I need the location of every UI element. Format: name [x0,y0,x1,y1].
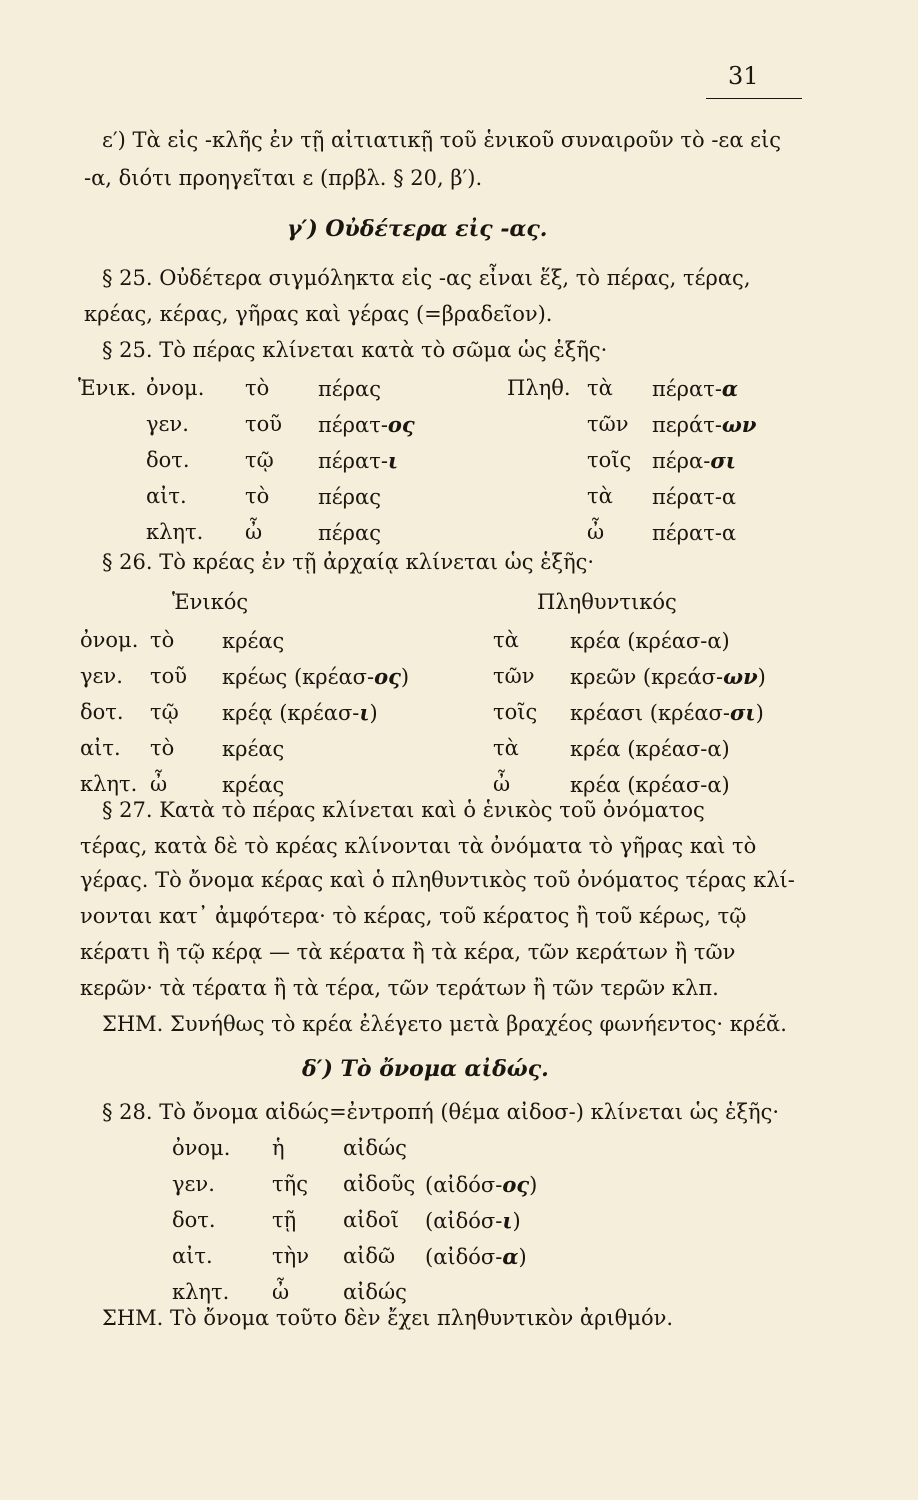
kreas-plural-form [570,736,730,761]
kreas-plural-article: ὦ [493,772,511,796]
peras-plural-stem: περάτ- [652,413,722,437]
kreas-plural-word: κρεῶν (κρεάσ- [570,665,724,689]
aidos-stem-paren [425,1244,527,1269]
aidos-paren-close: ) [529,1173,538,1197]
kreas-plural-ending: ων [723,664,758,689]
aidos-stem-paren [425,1172,537,1197]
peras-singular-stem: πέρας [318,485,381,509]
kreas-plural-word: κρέα (κρέασ-α) [570,737,730,761]
aidos-paren-stem: (αἰδόσ- [425,1209,503,1233]
aidos-note: ΣΗΜ. Τὸ ὄνομα τοῦτο δὲν ἔχει πληθυντικὸν ἀριθμόν. [102,1306,674,1330]
kreas-plural-close: ) [757,665,766,689]
aidos-paren-ending: α [502,1244,519,1269]
aidos-form: αἰδοῖ [343,1208,399,1232]
peras-singular-form [318,412,415,437]
kreas-singular-article: τὸ [150,628,175,652]
kreas-singular-word: κρέᾳ [222,701,273,725]
aidos-article: τὴν [272,1244,309,1268]
kreas-singular-form [222,736,284,761]
aidos-article: ὦ [272,1280,290,1304]
kreas-plural-close: ) [755,701,764,725]
s28-line: § 28. Τὸ ὄνομα αἰδώς=ἐντροπή (θέμα αἰδοσ-) κλίνεται ὡς ἑξῆς· [102,1100,780,1124]
kreas-singular-word: κρέας [222,629,285,653]
aidos-paren-close: ) [512,1209,521,1233]
kreas-case-label: αἰτ. [80,736,121,760]
kreas-singular-form [222,664,409,689]
aidos-paren-ending: ι [502,1208,513,1233]
s25a-line-1: § 25. Οὐδέτερα σιγμόληκτα εἰς -ας εἶναι ἕξ, τὸ πέρας, τέρας, [102,266,751,290]
peras-singular-article: ὦ [245,520,263,544]
peras-singular-stem: πέρατ- [318,413,388,437]
peras-plural-label: Πληθ. [507,376,571,400]
peras-case-label: δοτ. [146,448,190,472]
peras-singular-ending: ος [387,412,415,437]
peras-singular-article: τὸ [245,484,270,508]
peras-singular-article: τῷ [245,448,274,472]
aidos-article: τῇ [272,1208,297,1232]
kreas-case-label: ὀνομ. [80,628,139,652]
kreas-singular-close: ) [400,665,410,689]
aidos-form: αἰδοῦς [343,1172,416,1196]
para-e-line-1: ε′) Τὰ εἰς -κλῆς ἐν τῇ αἰτιατικῇ τοῦ ἑνικοῦ συναιροῦν τὸ -εα εἰς [102,128,782,152]
s27-line-6: κερῶν· τὰ τέρατα ἢ τὰ τέρα, τῶν τεράτων ἢ τῶν τερῶν κλπ. [80,976,719,1000]
kreas-singular-form [222,628,284,653]
kreas-singular-article: τῷ [150,700,179,724]
peras-plural-stem: πέρατ-α [652,521,737,545]
kreas-singular-ending: ι [359,700,370,725]
aidos-case-label: αἰτ. [172,1244,213,1268]
kreas-plural-form [570,772,730,797]
kreas-plural-ending: σι [729,700,756,725]
s27-line-1: § 27. Κατὰ τὸ πέρας κλίνεται καὶ ὁ ἑνικὸς τοῦ ὀνόματος [102,798,705,822]
s27-line-5: κέρατι ἢ τῷ κέρᾳ — τὰ κέρατα ἢ τὰ κέρα, τῶν κεράτων ἢ τῶν [80,940,736,964]
s27-line-4: νονται κατ᾿ ἀμφότερα· τὸ κέρας, τοῦ κέρατος ἢ τοῦ κέρως, τῷ [80,904,747,928]
kreas-plural-header: Πληθυντικός [537,590,677,614]
kreas-singular-word: κρέως [222,665,288,689]
peras-plural-form [652,484,736,509]
aidos-case-label: κλητ. [172,1280,230,1304]
kreas-plural-form [570,664,766,689]
peras-plural-article: τῶν [587,412,629,436]
aidos-case-label: ὀνομ. [172,1136,231,1160]
kreas-case-label: κλητ. [80,772,138,796]
peras-singular-stem: πέρατ- [318,449,388,473]
aidos-paren-stem: (αἰδόσ- [425,1173,503,1197]
peras-plural-article: ὦ [587,520,605,544]
peras-case-label: ὀνομ. [146,376,205,400]
kreas-singular-form [222,700,378,725]
kreas-plural-form [570,700,764,725]
peras-singular-form [318,484,381,509]
kreas-singular-close: ) [369,701,378,725]
peras-singular-stem: πέρας [318,521,381,545]
kreas-singular-form [222,772,284,797]
aidos-form: αἰδώς [343,1136,407,1160]
aidos-article: ἡ [272,1136,285,1160]
peras-case-label: αἰτ. [146,484,187,508]
aidos-paren-close: ) [518,1245,527,1269]
aidos-form: αἰδώς [343,1280,407,1304]
peras-singular-label: Ἑνικ. [78,376,137,400]
peras-plural-article: τοῖς [587,448,632,472]
peras-plural-form [652,448,736,473]
s27-line-2: τέρας, κατὰ δὲ τὸ κρέας κλίνονται τὰ ὀνόματα τὸ γῆρας καὶ τὸ [80,834,757,858]
peras-plural-stem: πέρατ- [652,377,722,401]
aidos-form: αἰδῶ [343,1244,396,1268]
kreas-plural-article: τὰ [493,736,519,760]
s26-line: § 26. Τὸ κρέας ἐν τῇ ἀρχαίᾳ κλίνεται ὡς ἑξῆς· [102,550,595,574]
kreas-plural-form [570,628,730,653]
peras-plural-article: τὰ [587,376,613,400]
peras-plural-form [652,376,738,401]
peras-singular-article: τοῦ [245,412,283,436]
aidos-stem-paren [425,1208,521,1233]
aidos-case-label: γεν. [172,1172,215,1196]
peras-plural-ending: α [721,376,739,401]
peras-plural-ending: ων [721,412,757,437]
kreas-singular-paren: (κρέασ- [279,701,360,725]
kreas-plural-word: κρέασι (κρέασ- [570,701,730,725]
peras-plural-form [652,520,736,545]
kreas-case-label: δοτ. [80,700,124,724]
peras-plural-stem: πέρατ-α [652,485,737,509]
heading-aidos: δ′) Τὸ ὄνομα αἰδώς. [302,1056,549,1082]
kreas-plural-article: τοῖς [493,700,538,724]
kreas-plural-word: κρέα (κρέασ-α) [570,773,730,797]
peras-singular-form [318,448,398,473]
s27-line-3: γέρας. Τὸ ὄνομα κέρας καὶ ὁ πληθυντικὸς τοῦ ὀνόματος τέρας κλί- [80,868,795,892]
para-e-line-2: -α, διότι προηγεῖται ε (πρβλ. § 20, β′). [84,166,483,190]
peras-singular-article: τὸ [245,376,270,400]
aidos-paren-stem: (αἰδόσ- [425,1245,503,1269]
peras-singular-form [318,520,381,545]
peras-plural-ending: σι [710,448,736,473]
peras-singular-form [318,376,381,401]
peras-plural-stem: πέρα- [652,449,711,473]
kreas-singular-word: κρέας [222,773,285,797]
kreas-singular-header: Ἑνικός [172,590,249,614]
heading-neuters-in-as: γ′) Οὐδέτερα εἰς -ας. [287,216,548,242]
aidos-case-label: δοτ. [172,1208,216,1232]
peras-case-label: κλητ. [146,520,204,544]
kreas-singular-word: κρέας [222,737,285,761]
s27-note: ΣΗΜ. Συνήθως τὸ κρέα ἐλέγετο μετὰ βραχέος φωνήεντος· κρέᾰ. [102,1012,787,1036]
kreas-singular-paren: (κρέασ- [293,665,375,689]
peras-case-label: γεν. [146,412,189,436]
aidos-article: τῆς [272,1172,308,1196]
kreas-singular-article: τὸ [150,736,175,760]
kreas-singular-article: ὦ [150,772,168,796]
kreas-singular-article: τοῦ [150,664,188,688]
page-number-rule [706,98,802,99]
page-number: 31 [728,62,759,90]
kreas-plural-word: κρέα (κρέασ-α) [570,629,730,653]
kreas-plural-article: τὰ [493,628,519,652]
kreas-singular-ending: ος [374,664,401,689]
peras-singular-stem: πέρας [318,377,381,401]
peras-singular-ending: ι [387,448,399,473]
peras-plural-article: τὰ [587,484,613,508]
aidos-paren-ending: ος [502,1172,530,1197]
peras-plural-form [652,412,757,437]
kreas-plural-article: τῶν [493,664,535,688]
s25a-line-2: κρέας, κέρας, γῆρας καὶ γέρας (=βραδεῖον). [84,302,553,326]
s25b-line: § 25. Τὸ πέρας κλίνεται κατὰ τὸ σῶμα ὡς ἑξῆς· [102,338,608,362]
kreas-case-label: γεν. [80,664,123,688]
